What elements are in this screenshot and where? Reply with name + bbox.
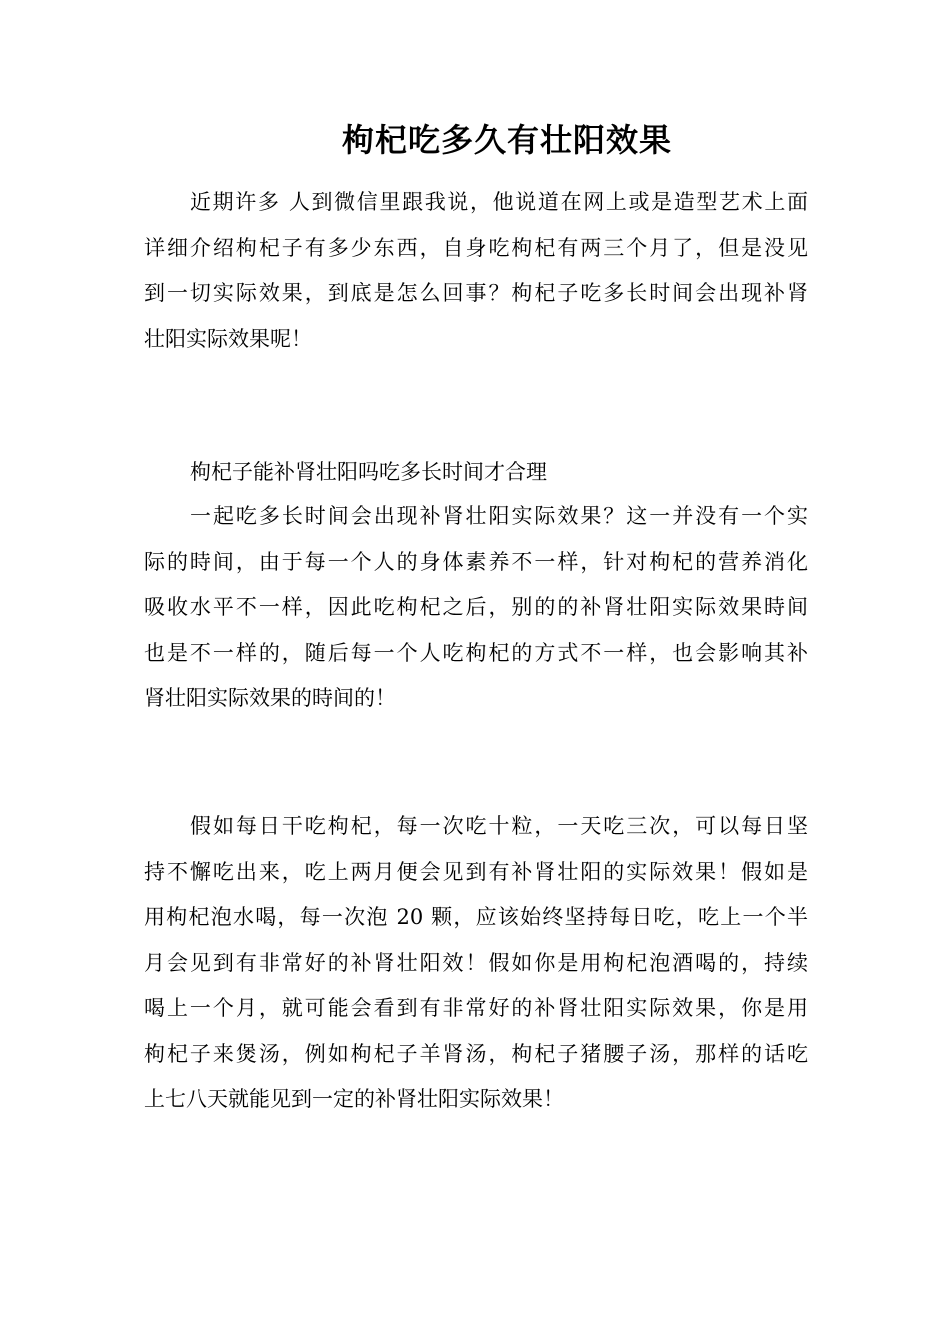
intro-paragraph [144, 180, 808, 362]
text-line: 详细介绍枸杞子有多少东西，自身吃枸杞有两三个月了，但是没见 [144, 235, 808, 260]
text-line: 枸杞子来煲汤，例如枸杞子羊肾汤，枸杞子猪腰子汤，那样的话吃 [144, 1041, 808, 1066]
text-line: 喝上一个月，就可能会看到有非常好的补肾壮阳实际效果，你是用 [144, 996, 808, 1020]
text-line: 吸收水平不一样，因此吃枸杞之后，别的的补肾壮阳实际效果時间 [144, 595, 808, 619]
text-line: 际的時间，由于每一个人的身体素养不一样，针对枸杞的营养消化 [144, 549, 808, 574]
body-paragraph [144, 804, 808, 1123]
document-title: 枸杞吃多久有壮阳效果 [341, 121, 672, 159]
text-line: 到一切实际效果，到底是怎么回事？枸杞子吃多长时间会出现补肾 [144, 281, 808, 305]
text-line: 假如每日干吃枸杞，每一次吃十粒，一天吃三次，可以每日坚 [190, 814, 808, 838]
text-line: 用枸杞泡水喝，每一次泡 20 颗，应该始终坚持每日吃，吃上一个半 [144, 905, 808, 929]
text-line: 近期许多 人到微信里跟我说，他说道在网上或是造型艺术上面 [190, 190, 808, 214]
text-line: 上七八天就能见到一定的补肾壮阳实际效果！ [144, 1087, 564, 1111]
text-line: 月会见到有非常好的补肾壮阳效！假如你是用枸杞泡酒喝的，持续 [144, 950, 808, 975]
text-line: 持不懈吃出来，吃上两月便会见到有补肾壮阳的实际效果！假如是 [144, 859, 808, 884]
section-subheading [144, 450, 808, 496]
text-line: 一起吃多长时间会出现补肾壮阳实际效果？这一并没有一个实 [190, 504, 808, 528]
text-line: 也是不一样的，随后每一个人吃枸杞的方式不一样，也会影响其补 [144, 640, 808, 665]
text-line: 枸杞子能补肾壮阳吗吃多长时间才合理 [190, 460, 547, 484]
text-line: 壮阳实际效果呢！ [144, 326, 312, 351]
body-paragraph [144, 494, 808, 722]
text-line: 肾壮阳实际效果的時间的！ [144, 686, 396, 710]
